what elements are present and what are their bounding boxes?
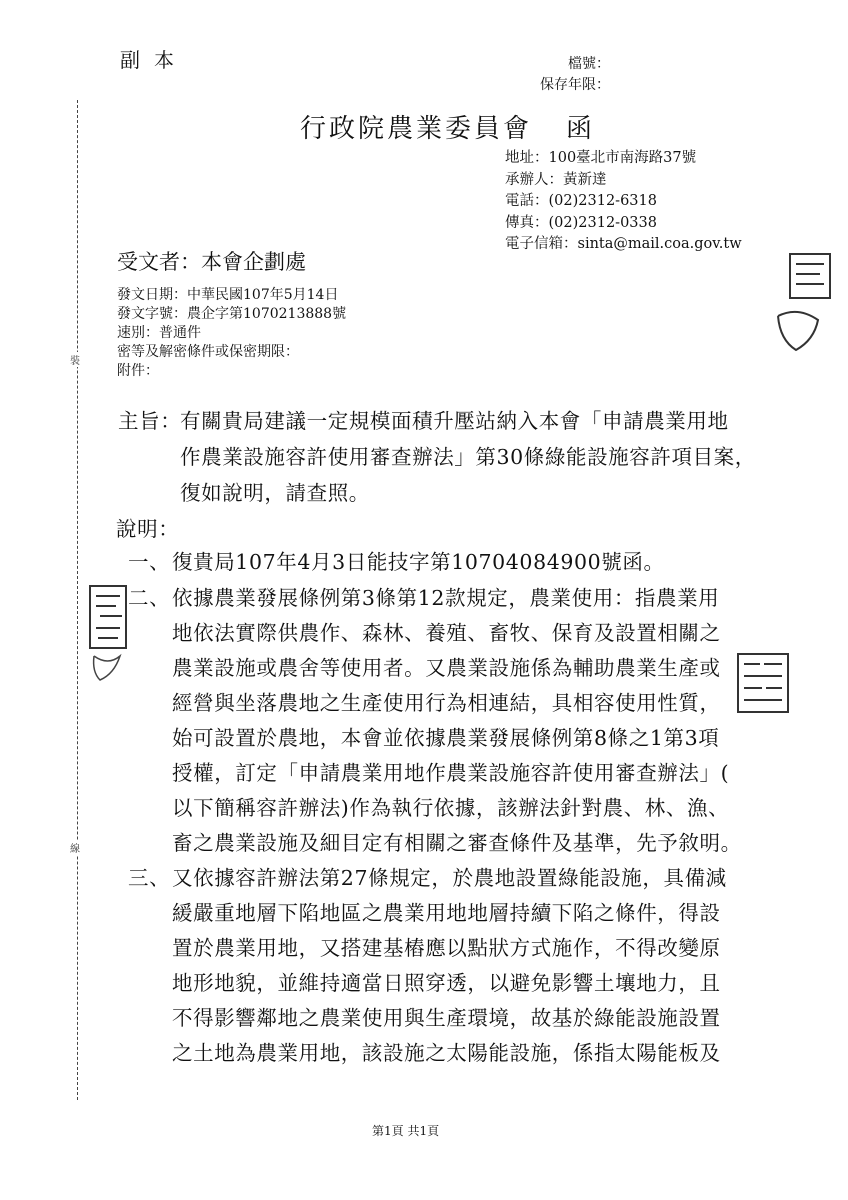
document-number: 發文字號：農企字第1070213888號 <box>117 306 347 322</box>
page-number: 第1頁 共1頁 <box>372 1124 440 1138</box>
binding-mark-bottom: 線 <box>70 840 80 855</box>
phone: 電話：(02)2312-6318 <box>505 193 657 209</box>
subject-label: 主旨： <box>118 409 182 433</box>
file-meta <box>540 54 610 96</box>
seal-stamp-right <box>734 650 792 716</box>
organization-name: 行政院農業委員會 <box>300 114 533 144</box>
item-marker: 二、 <box>128 586 171 610</box>
copy-mark: 副本 <box>120 48 188 72</box>
item-marker: 一、 <box>128 550 171 574</box>
item-line: 又依據容許辦法第27條規定，於農地設置綠能設施，具備減 <box>172 866 727 890</box>
subject-line: 作農業設施容許使用審查辦法」第30條綠能設施容許項目案， <box>180 445 756 469</box>
subject-line: 復如說明，請查照。 <box>180 481 370 505</box>
item-line: 農業設施或農舍等使用者。又農業設施係為輔助農業生產或 <box>172 656 721 680</box>
file-number-label: 檔號： <box>568 56 610 72</box>
item-line: 授權，訂定「申請農業用地作農業設施容許使用審查辦法」( <box>172 761 730 785</box>
contact-block <box>505 148 742 256</box>
item-line: 地依法實際供農作、森林、養殖、畜牧、保育及設置相關之 <box>172 621 721 645</box>
explanation-label: 說明： <box>116 517 180 541</box>
item-line: 緩嚴重地層下陷地區之農業用地地層持續下陷之條件，得設 <box>172 901 721 925</box>
attachment: 附件： <box>117 363 159 379</box>
retention-label: 保存年限： <box>540 77 610 93</box>
handler: 承辦人：黃新達 <box>505 171 607 188</box>
subject-line: 有關貴局建議一定規模面積升壓站納入本會「申請農業用地 <box>180 409 729 433</box>
binding-mark-top: 裝 <box>70 352 80 367</box>
item-line: 置於農業用地，又搭建基樁應以點狀方式施作，不得改變原 <box>172 936 721 960</box>
item-line: 地形地貌，並維持適當日照穿透，以避免影響土壤地力，且 <box>172 971 721 995</box>
delivery-speed: 速別：普通件 <box>117 325 201 341</box>
seal-stamp-left <box>84 582 132 692</box>
secrecy-level: 密等及解密條件或保密期限： <box>117 344 299 360</box>
item-line: 以下簡稱容許辦法)作為執行依據，該辦法針對農、林、漁、 <box>172 796 730 820</box>
item-line: 之土地為農業用地，該設施之太陽能設施，係指太陽能板及 <box>172 1041 721 1065</box>
item-line: 畜之農業設施及細目定有相關之審查條件及基準，先予敘明。 <box>172 831 742 855</box>
fax: 傳真：(02)2312-0338 <box>505 214 657 231</box>
item-line: 不得影響鄰地之農業使用與生產環境，故基於綠能設施設置 <box>172 1006 721 1030</box>
item-line: 經營與坐落農地之生產使用行為相連結，具相容使用性質， <box>172 691 721 715</box>
item-line: 始可設置於農地，本會並依據農業發展條例第8條之1第3項 <box>172 726 720 750</box>
item-marker: 三、 <box>128 866 171 890</box>
item-line: 復貴局107年4月3日能技字第10704084900號函。 <box>172 550 665 574</box>
issue-date: 發文日期：中華民國107年5月14日 <box>117 287 339 303</box>
document-type: 函 <box>566 114 596 144</box>
binding-line <box>77 100 78 1100</box>
document-info <box>117 286 346 381</box>
seal-stamp-corner <box>772 250 832 360</box>
recipient: 受文者：本會企劃處 <box>117 250 306 274</box>
email: 電子信箱：sinta@mail.coa.gov.tw <box>505 236 742 252</box>
item-line: 依據農業發展條例第3條第12款規定，農業使用：指農業用 <box>172 586 720 610</box>
address: 地址：100臺北市南海路37號 <box>505 150 697 166</box>
document-header <box>300 108 595 145</box>
